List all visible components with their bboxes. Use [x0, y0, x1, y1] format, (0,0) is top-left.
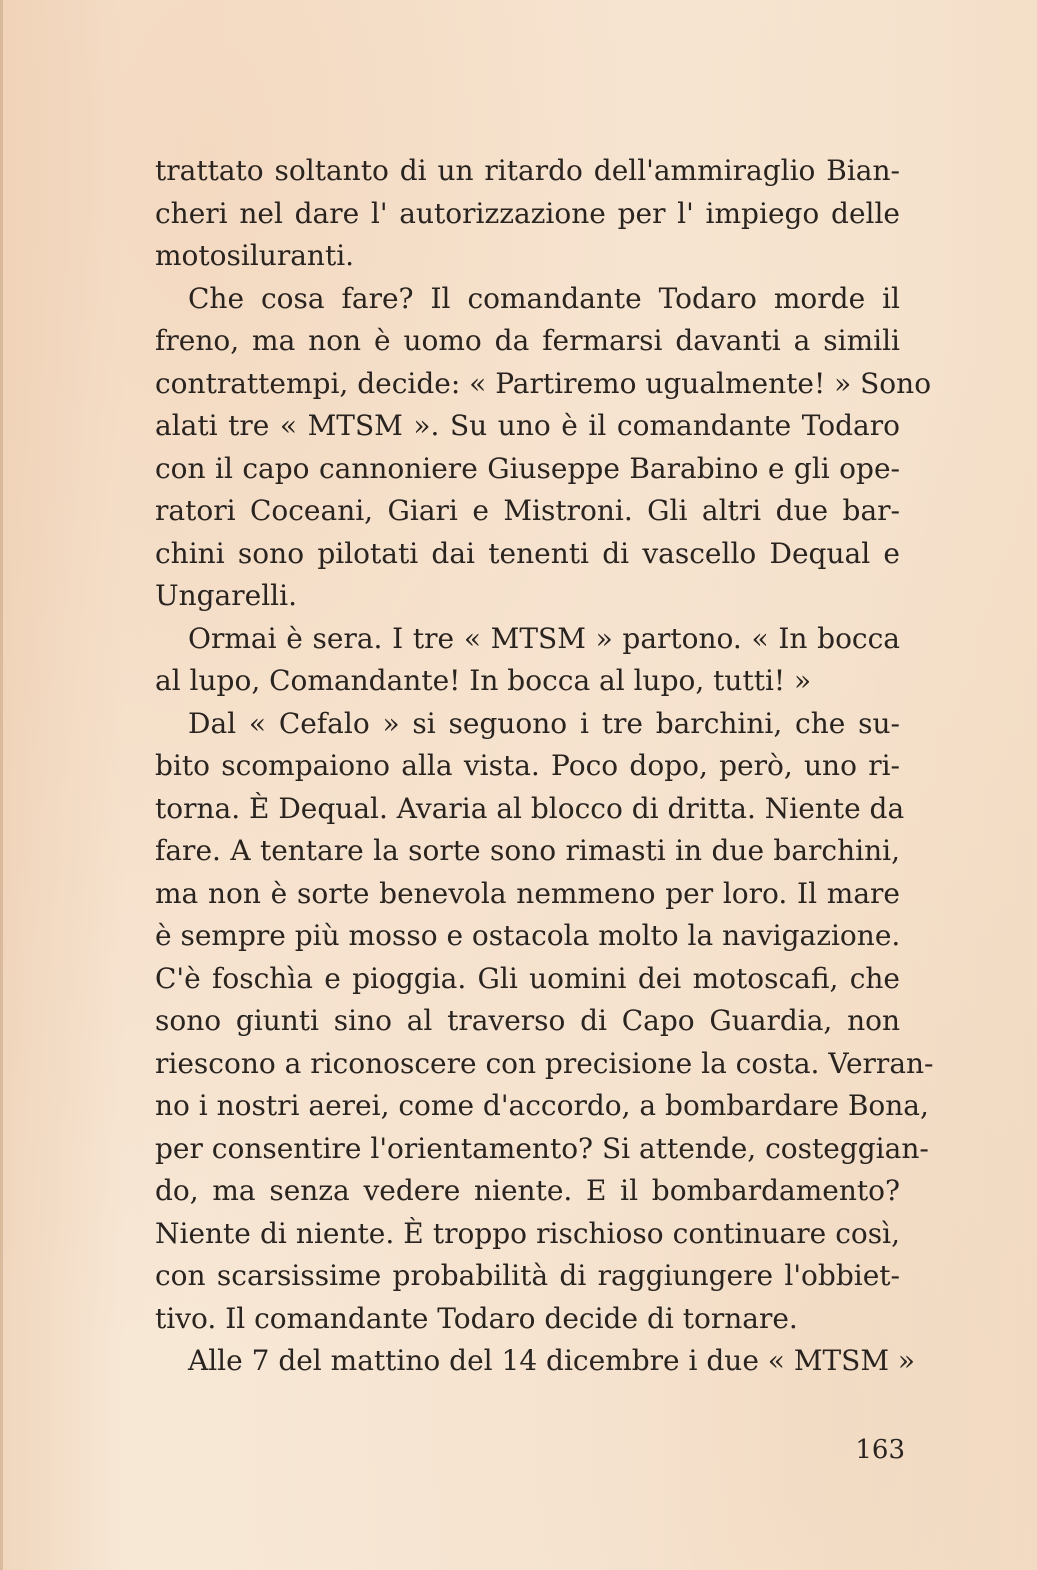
text-line: riescono a riconoscere con precisione la costa. Verran-	[155, 1046, 934, 1080]
text-line: è sempre più mosso e ostacola molto la navigazione.	[155, 919, 901, 952]
text-line: Dal « Cefalo » si seguono i tre barchini, che su-	[188, 706, 900, 740]
text-line: ma non è sorte benevola nemmeno per loro. Il mare	[155, 876, 900, 910]
text-line: chini sono pilotati dai tenenti di vascello Dequal e	[155, 536, 900, 570]
text-line: tivo. Il comandante Todaro decide di tornare.	[155, 1301, 798, 1335]
text-line: fare. A tentare la sorte sono rimasti in due barchini,	[155, 834, 900, 867]
page-number: 163	[855, 1435, 905, 1465]
text-line: Ormai è sera. I tre « MTSM » partono. « In bocca	[188, 621, 900, 655]
text-line: per consentire l'orientamento? Si attende, costeggian-	[155, 1131, 929, 1165]
text-line: con scarsissime probabilità di raggiungere l'obbiet-	[155, 1259, 900, 1292]
text-line: motosiluranti.	[155, 239, 355, 272]
text-line: contrattempi, decide: « Partiremo ugualmente! » Sono	[155, 366, 932, 400]
text-line: torna. È Dequal. Avaria al blocco di dritta. Niente da	[155, 791, 905, 825]
text-line: cheri nel dare l' autorizzazione per l' impiego delle	[155, 196, 900, 230]
page-edge	[0, 0, 3, 1570]
text-line: sono giunti sino al traverso di Capo Guardia, non	[155, 1004, 900, 1037]
body-text	[155, 150, 934, 1383]
text-line: Che cosa fare? Il comandante Todaro morde il	[188, 281, 900, 315]
text-line: trattato soltanto di un ritardo dell'ammiraglio Bian-	[155, 154, 900, 187]
text-line: no i nostri aerei, come d'accordo, a bombardare Bona,	[155, 1089, 929, 1122]
text-line: ratori Coceani, Giari e Mistroni. Gli altri due bar-	[155, 494, 900, 527]
text-line: freno, ma non è uomo da fermarsi davanti a simili	[155, 324, 900, 357]
text-line: Alle 7 del mattino del 14 dicembre i due « MTSM »	[188, 1344, 916, 1377]
text-line: alati tre « MTSM ». Su uno è il comandante Todaro	[155, 409, 900, 442]
text-line: C'è foschìa e pioggia. Gli uomini dei motoscafi, che	[155, 961, 900, 995]
text-line: Niente di niente. È troppo rischioso continuare così,	[155, 1216, 900, 1250]
text-line: con il capo cannoniere Giuseppe Barabino e gli ope-	[155, 451, 900, 485]
text-line: do, ma senza vedere niente. E il bombardamento?	[155, 1174, 900, 1207]
text-line: al lupo, Comandante! In bocca al lupo, tutti! »	[155, 664, 812, 697]
text-line: Ungarelli.	[155, 579, 297, 612]
text-line: bito scompaiono alla vista. Poco dopo, però, uno ri-	[155, 749, 900, 782]
